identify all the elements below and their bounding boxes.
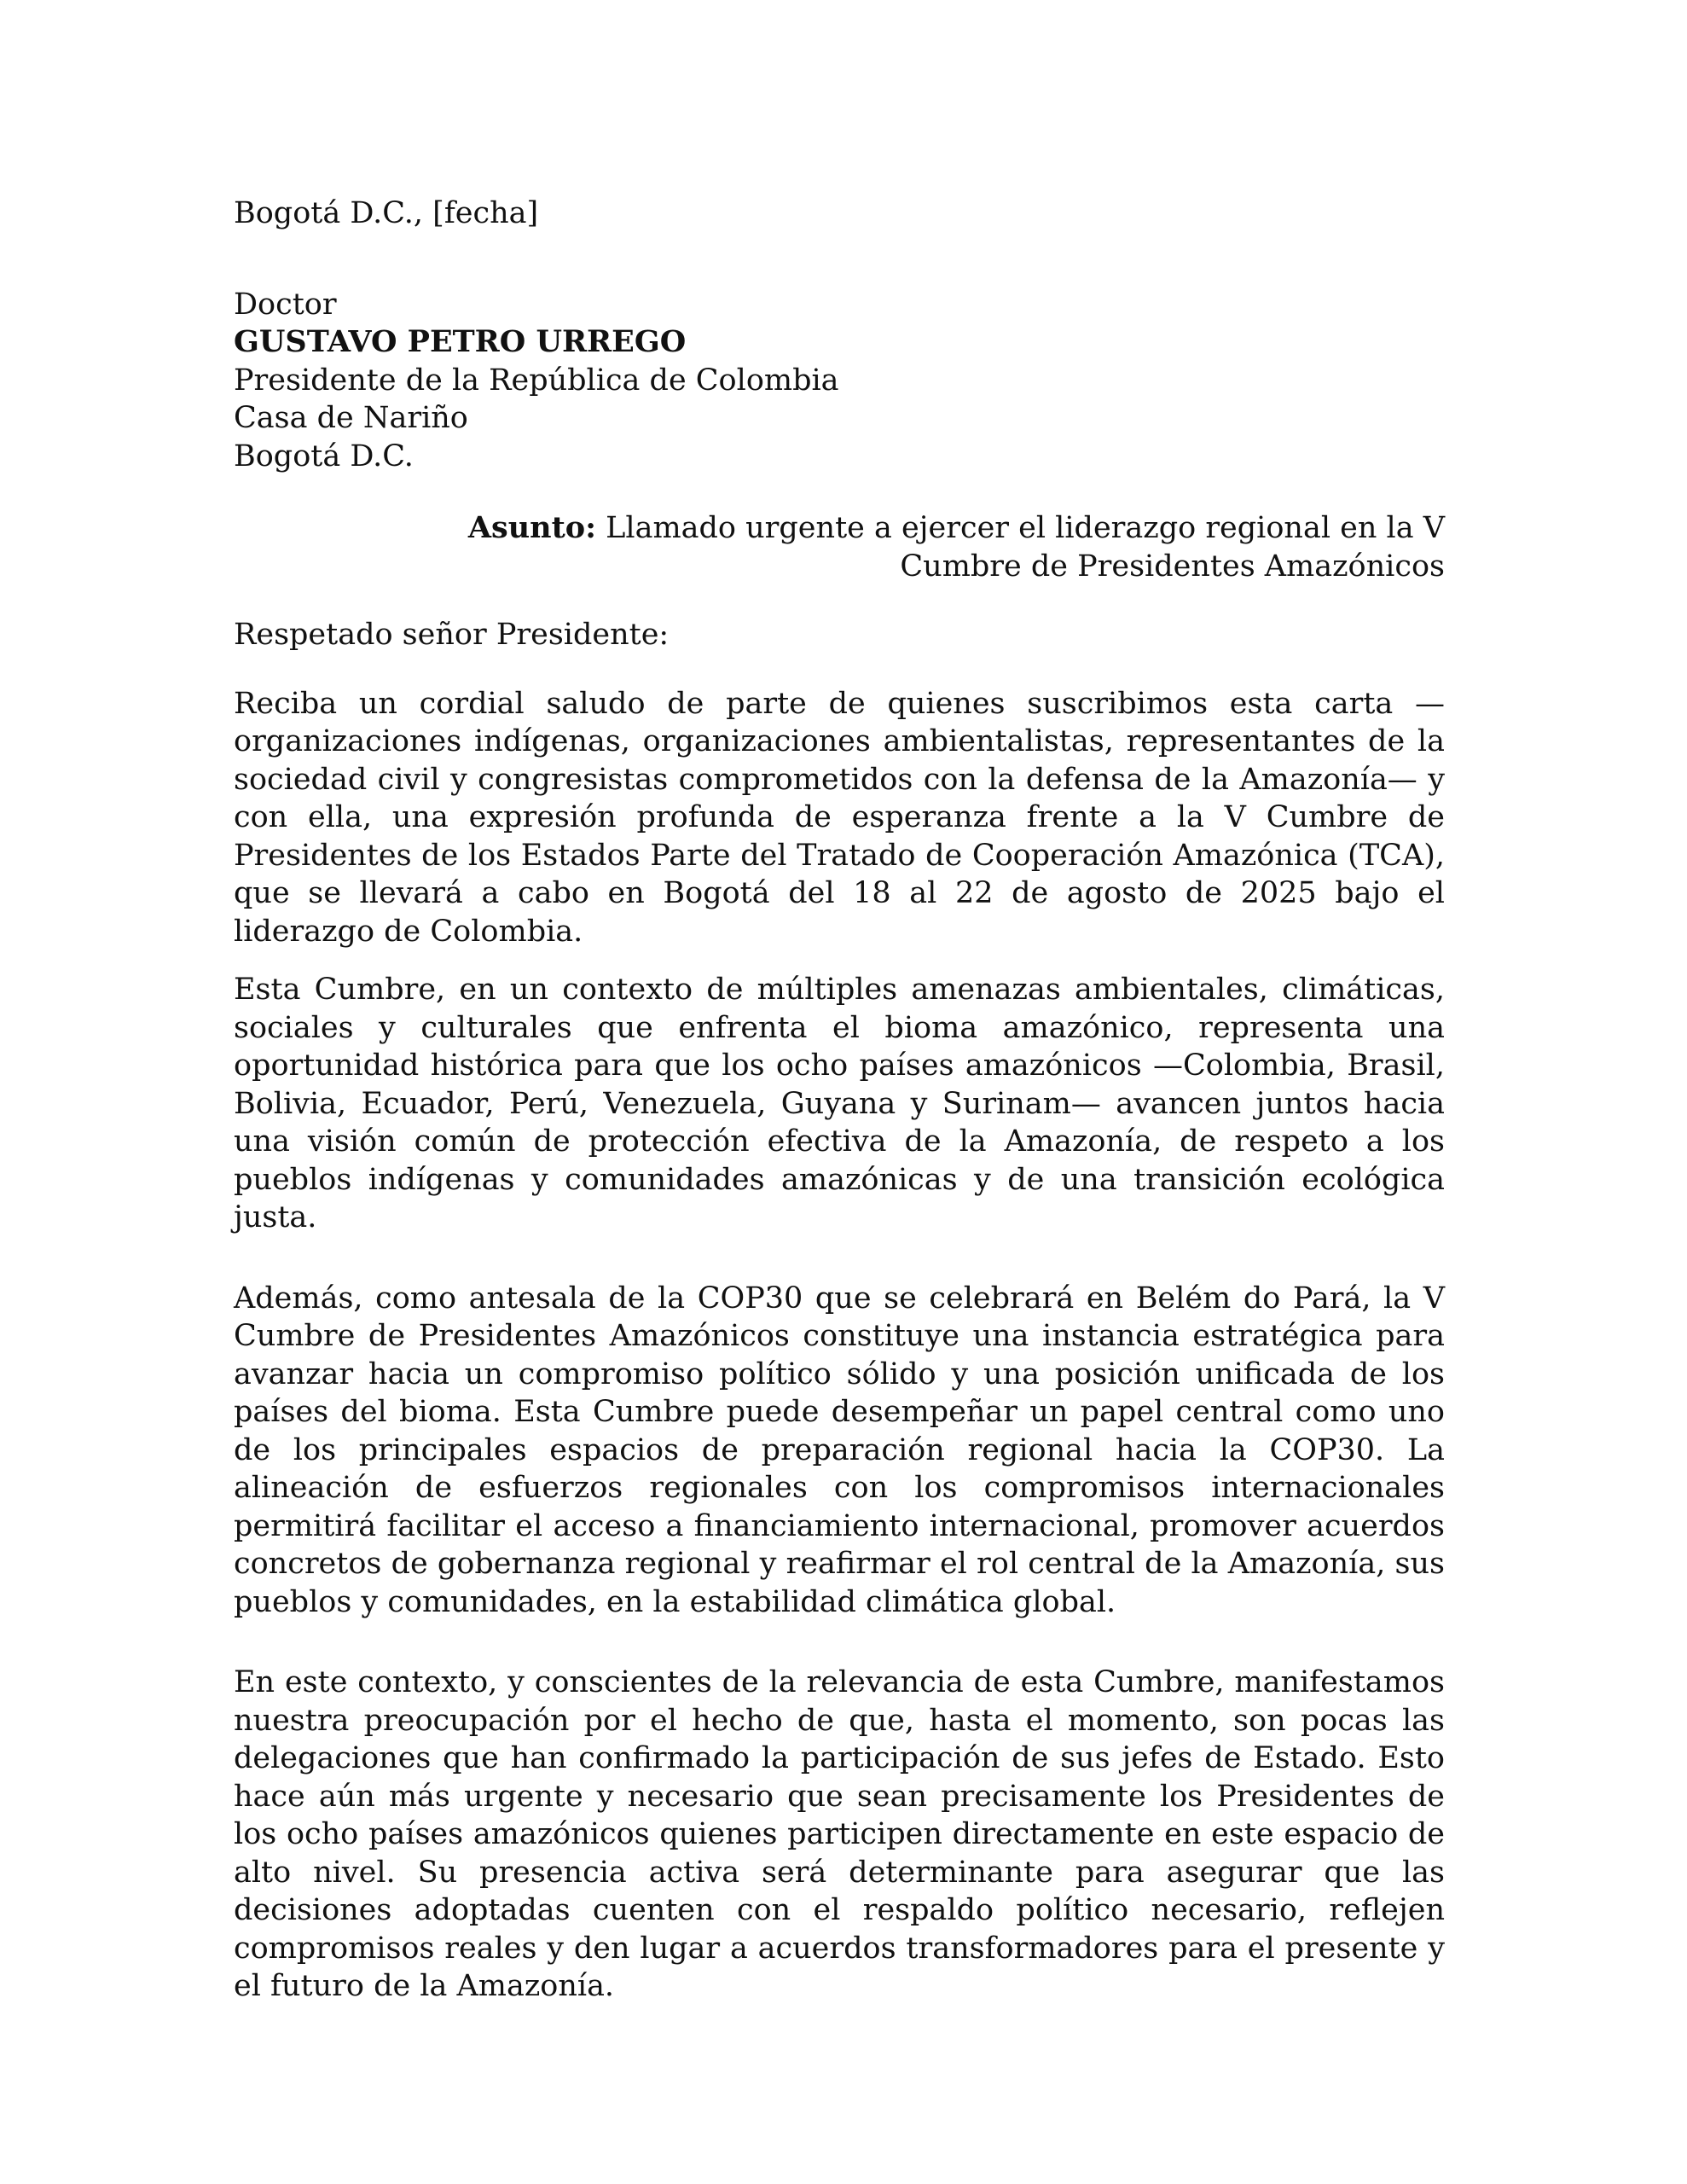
addressee-name: GUSTAVO PETRO URREGO <box>234 324 687 359</box>
letter-body <box>234 195 1445 2026</box>
salutation: Respetado señor Presidente: <box>234 618 670 652</box>
paragraph-greeting: Reciba un cordial saludo de parte de quienes suscribimos esta carta —organizaciones indígenas, organizaciones ambientalistas, representantes de la sociedad civil y congresistas comprometidos con la defensa de la Amazonía— y con ella, una expresión profunda de esperanza frente a la V Cumbre de Presidentes de los Estados Parte del Tratado de Cooperación Amazónica (TCA), que se llevará a cabo en Bogotá del 18 al 22 de agosto de 2025 bajo el liderazgo de Colombia. <box>234 686 1445 949</box>
paragraph-cop30: Además, como antesala de la COP30 que se celebrará en Belém do Pará, la V Cumbre de Presidentes Amazónicos constituye una instancia estratégica para avanzar hacia un compromiso político sólido y una posición unificada de los países del bioma. Esta Cumbre puede desempeñar un papel central como uno de los principales espacios de preparación regional hacia la COP30. La alineación de esfuerzos regionales con los compromisos internacionales permitirá facilitar el acceso a financiamiento internacional, promover acuerdos concretos de gobernanza regional y reafirmar el rol central de la Amazonía, sus pueblos y comunidades, en la estabilidad climática global. <box>234 1281 1445 1619</box>
subject-line <box>343 509 1445 585</box>
paragraph-concern: En este contexto, y conscientes de la relevancia de esta Cumbre, manifestamos nuestra preocupación por el hecho de que, hasta el momento, son pocas las delegaciones que han confirmado la participación de sus jefes de Estado. Esto hace aún más urgente y necesario que sean precisamente los Presidentes de los ocho países amazónicos quienes participen directamente en este espacio de alto nivel. Su presencia activa será determinante para asegurar que las decisiones adoptadas cuenten con el respaldo político necesario, reflejen compromisos reales y den lugar a acuerdos transformadores para el presente y el futuro de la Amazonía. <box>234 1665 1445 2003</box>
place-date: Bogotá D.C., [fecha] <box>234 196 539 230</box>
addressee-office: Casa de Nariño <box>234 401 468 435</box>
addressee-title: Doctor <box>234 287 337 322</box>
subject-label: Asunto: <box>467 510 597 545</box>
addressee-block <box>234 286 1445 476</box>
paragraph-summit-context: Esta Cumbre, en un contexto de múltiples amenazas ambientales, climáticas, sociales y culturales que enfrenta el bioma amazónico, representa una oportunidad histórica para que los ocho países amazónicos —Colombia, Brasil, Bolivia, Ecuador, Perú, Venezuela, Guyana y Surinam— avancen juntos hacia una visión común de protección efectiva de la Amazonía, de respeto a los pueblos indígenas y comunidades amazónicas y de una transición ecológica justa. <box>234 973 1445 1234</box>
subject-text: Llamado urgente a ejercer el liderazgo regional en la V Cumbre de Presidentes Amazónicos <box>606 511 1445 584</box>
addressee-city: Bogotá D.C. <box>234 439 414 473</box>
addressee-position: Presidente de la República de Colombia <box>234 363 839 398</box>
